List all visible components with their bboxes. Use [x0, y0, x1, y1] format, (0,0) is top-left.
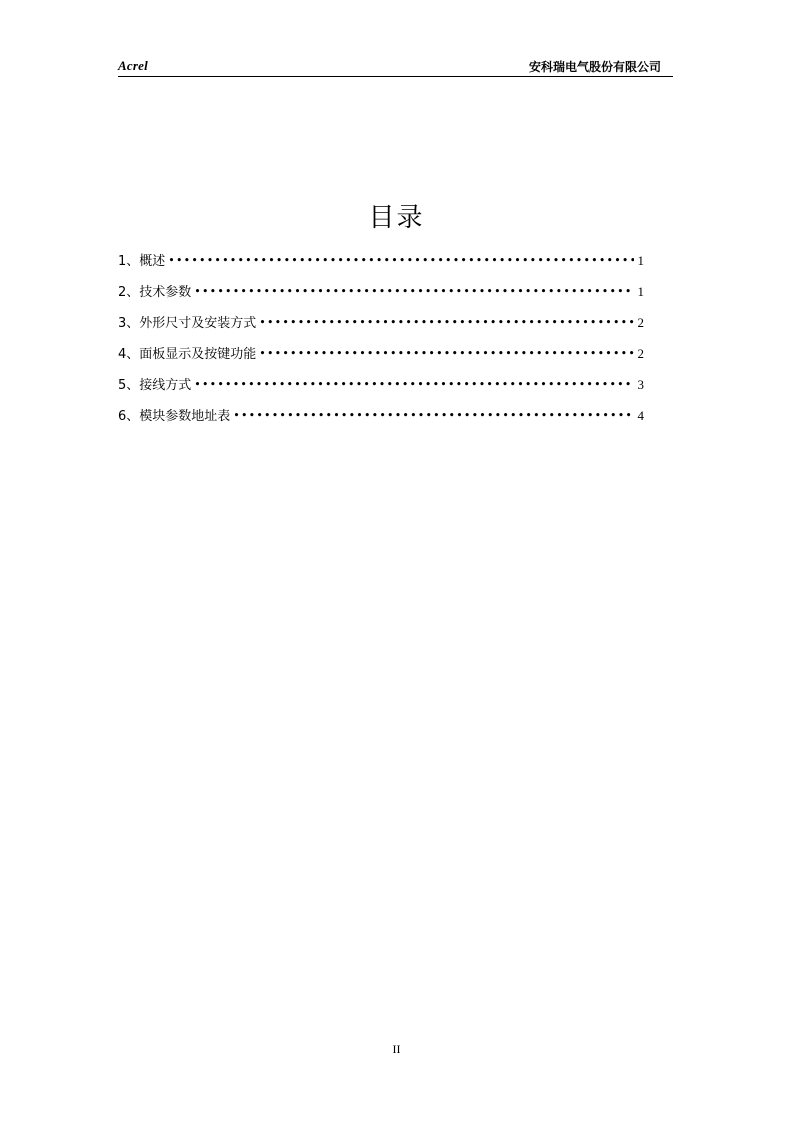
toc-entry-wiring[interactable]: [118, 374, 644, 405]
toc-entry-page: 2: [637, 346, 644, 361]
page-header: [118, 56, 673, 77]
toc-entry-overview[interactable]: [118, 250, 644, 281]
toc-dot-leader: [194, 378, 633, 391]
toc-entry-dimensions-installation[interactable]: [118, 312, 644, 343]
toc-dot-leader: [168, 254, 633, 267]
toc-dot-leader: [259, 316, 633, 329]
toc-entry-page: 1: [637, 284, 644, 299]
toc-dot-leader: [233, 409, 633, 422]
toc-dot-leader: [194, 285, 633, 298]
toc-entry-page: 4: [637, 408, 644, 423]
toc-entry-label: 2、技术参数: [118, 285, 192, 300]
toc-entry-page: 3: [637, 377, 644, 392]
toc-entry-label: 3、外形尺寸及安装方式: [118, 316, 257, 331]
toc-dot-leader: [259, 347, 633, 360]
toc-title: 目录: [368, 203, 425, 233]
table-of-contents: [118, 250, 644, 436]
toc-entry-panel-display-keys[interactable]: [118, 343, 644, 374]
brand-logo-text: Acrel: [118, 58, 148, 73]
toc-entry-label: 4、面板显示及按键功能: [118, 347, 257, 362]
toc-entry-label: 5、接线方式: [118, 378, 192, 393]
toc-entry-label: 1、概述: [118, 254, 166, 269]
page-number: II: [392, 1042, 401, 1056]
company-name: 安科瑞电气股份有限公司: [528, 60, 661, 74]
toc-entry-page: 1: [637, 253, 644, 268]
toc-entry-module-address-table[interactable]: [118, 405, 644, 436]
toc-entry-technical-parameters[interactable]: [118, 281, 644, 312]
toc-entry-label: 6、模块参数地址表: [118, 409, 231, 424]
toc-entry-page: 2: [637, 315, 644, 330]
